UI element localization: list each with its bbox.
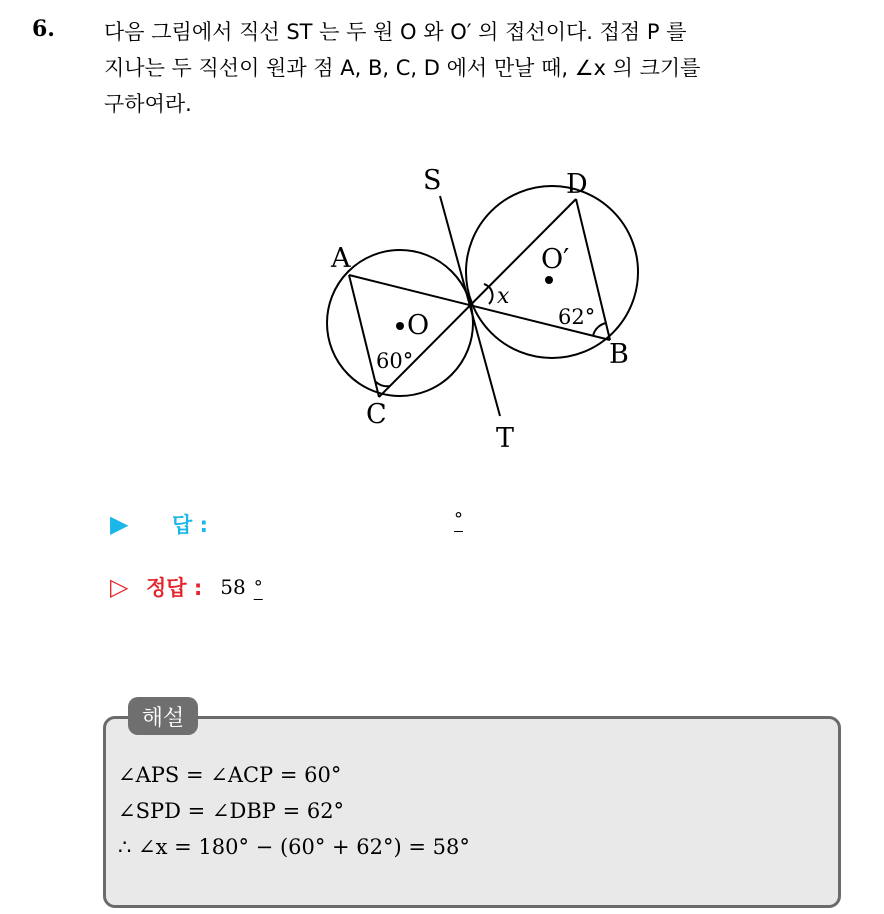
label-c: C: [366, 399, 387, 430]
label-t: T: [496, 423, 515, 454]
label-o-prime: O′: [541, 244, 570, 275]
label-angle-60: 60°: [376, 349, 414, 373]
answer-row: [110, 507, 463, 541]
solution-lines: [118, 757, 470, 865]
center-dot-o: [396, 322, 404, 330]
solution-line: ∠APS = ∠ACP = 60°: [118, 763, 342, 787]
correct-marker-icon: ▷: [110, 573, 129, 601]
center-dot-o-prime: [545, 276, 553, 284]
correct-label: 정답 :: [146, 576, 203, 600]
angle-arc-x: [484, 284, 493, 304]
answer-label: 답 :: [172, 513, 208, 537]
solution-line: ∠SPD = ∠DBP = 62°: [118, 799, 345, 823]
question-number: 6.: [32, 16, 55, 42]
solution-tag: 해설: [128, 697, 198, 735]
label-o: O: [407, 310, 430, 341]
correct-unit: °: [253, 576, 263, 598]
label-a: A: [331, 243, 351, 274]
question-line: 다음 그림에서 직선 ST 는 두 원 O 와 O′ 의 접선이다. 접점 P 를: [104, 20, 687, 44]
label-angle-62: 62°: [558, 305, 596, 329]
answer-marker-icon: ▶: [110, 510, 129, 538]
correct-value: 58: [220, 575, 246, 599]
label-b: B: [609, 339, 629, 370]
label-s: S: [423, 165, 442, 196]
correct-answer-row: [110, 570, 263, 604]
angle-arc-c: [375, 381, 390, 386]
label-d: D: [566, 169, 588, 200]
solution-line: ∴ ∠x = 180° − (60° + 62°) = 58°: [118, 835, 470, 859]
answer-unit: °: [454, 509, 463, 530]
label-x: x: [497, 284, 510, 309]
question-line: 지나는 두 직선이 원과 점 A, B, C, D 에서 만날 때, ∠x 의 크기를: [104, 56, 701, 80]
question-line: 구하여라.: [104, 92, 192, 116]
